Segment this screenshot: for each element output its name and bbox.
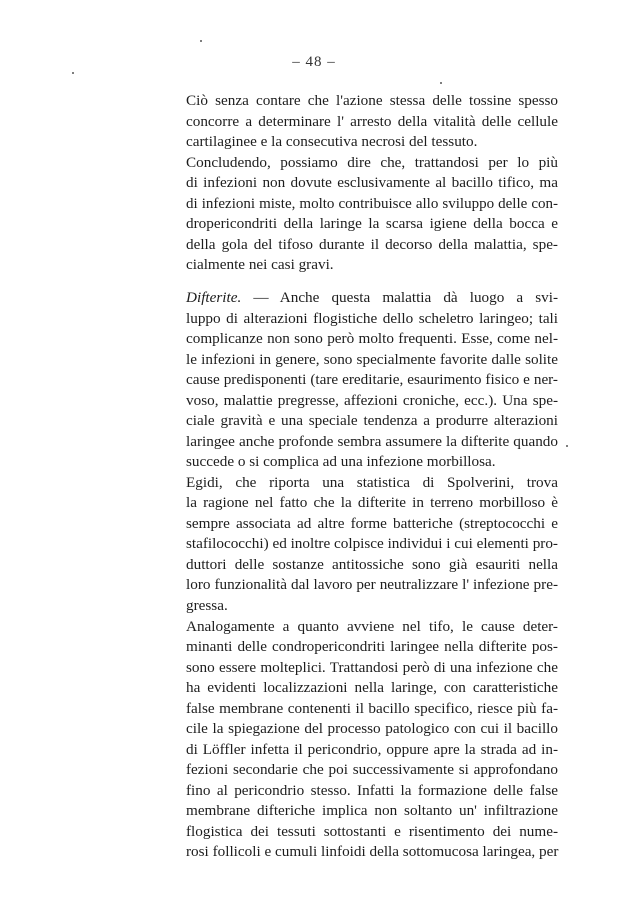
text-line: stafilococchi) ed inoltre colpisce individui i cui elementi pro- — [186, 535, 558, 552]
text-line: succede o si complica ad una infezione morbillosa. — [186, 453, 496, 470]
text-line: della gola del tifoso durante il decorso della malattia, spe- — [186, 236, 558, 253]
scan-speck — [566, 445, 568, 447]
text-line: concorre a determinare l' arresto della vitalità delle cellule — [186, 113, 558, 130]
text-line: voso, malattie pregresse, affezioni croniche, ecc.). Una spe- — [186, 392, 558, 409]
text-line: Analogamente a quanto avviene nel tifo, le cause deter- — [186, 618, 558, 635]
text-line: false membrane contenenti il bacillo specifico, riesce più fa- — [186, 700, 558, 717]
text-line: Egidi, che riporta una statistica di Spolverini, trova — [186, 474, 558, 491]
text-line: fino al pericondrio stesso. Infatti la formazione delle false — [186, 782, 558, 799]
text-line: di Löffler infetta il pericondrio, oppure apre la strada ad in- — [186, 741, 558, 758]
text-line: ciale gravità e una speciale tendenza a produrre alterazioni — [186, 412, 558, 429]
text-line: cile la spiegazione del processo patologico con cui il bacillo — [186, 720, 558, 737]
text-line: laringee anche profonde sembra assumere la difterite quando — [186, 433, 558, 450]
scan-speck — [440, 82, 442, 84]
text-line: di infezioni non dovute esclusivamente al bacillo tifico, ma — [186, 174, 558, 191]
text-line: minanti delle condropericondriti laringee nella difterite pos- — [186, 638, 558, 655]
text-line: loro funzionalità dal lavoro per neutralizzare l' infezione pre- — [186, 576, 558, 593]
text-line: flogistica dei tessuti sottostanti e risentimento dei nume- — [186, 823, 558, 840]
page-number: – 48 – — [292, 54, 336, 70]
text-line: fezioni secondarie che poi successivamente si approfondano — [186, 761, 558, 778]
text-line: membrane difteriche implica non soltanto un' infiltrazione — [186, 802, 558, 819]
text-line: rosi follicoli e cumuli linfoidi della sottomucosa laringea, per — [186, 843, 559, 860]
text-line: complicanze non sono però molto frequenti. Esse, come nel- — [186, 330, 558, 347]
scan-speck — [200, 40, 202, 42]
text-line: dropericondriti della laringe la scarsa igiene della bocca e — [186, 215, 558, 232]
scan-speck — [72, 72, 74, 74]
text-line: cialmente nei casi gravi. — [186, 256, 334, 273]
section-title-difterite: Difterite. — [186, 289, 242, 306]
text-line: le infezioni in genere, sono specialmente favorite dalle solite — [186, 351, 558, 368]
text-line: gressa. — [186, 597, 228, 614]
text-line: Ciò senza contare che l'azione stessa delle tossine spesso — [186, 92, 558, 109]
text-line: ha evidenti localizzazioni nella laringe, con caratteristiche — [186, 679, 558, 696]
text-line: cartilaginee e la consecutiva necrosi del tessuto. — [186, 133, 478, 150]
text-line: cause predisponenti (tare ereditarie, esaurimento fisico e ner- — [186, 371, 558, 388]
text-line: sempre associata ad altre forme batteriche (streptococchi e — [186, 515, 558, 532]
text-line: di infezioni miste, molto contribuisce allo sviluppo delle con- — [186, 196, 558, 212]
section-heading-line: Difterite. — Anche questa malattia dà luogo a svi- — [186, 289, 558, 306]
text-line: la ragione nel fatto che la difterite in terreno morbilloso è — [186, 494, 558, 511]
text-line: Concludendo, possiamo dire che, trattandosi per lo più — [186, 154, 558, 171]
text-line: luppo di alterazioni flogistiche dello scheletro laringeo; tali — [186, 310, 558, 327]
text-line: duttori delle sostanze antitossiche sono già esauriti nella — [186, 556, 558, 573]
text-line: sono essere molteplici. Trattandosi però di una infezione che — [186, 659, 558, 676]
